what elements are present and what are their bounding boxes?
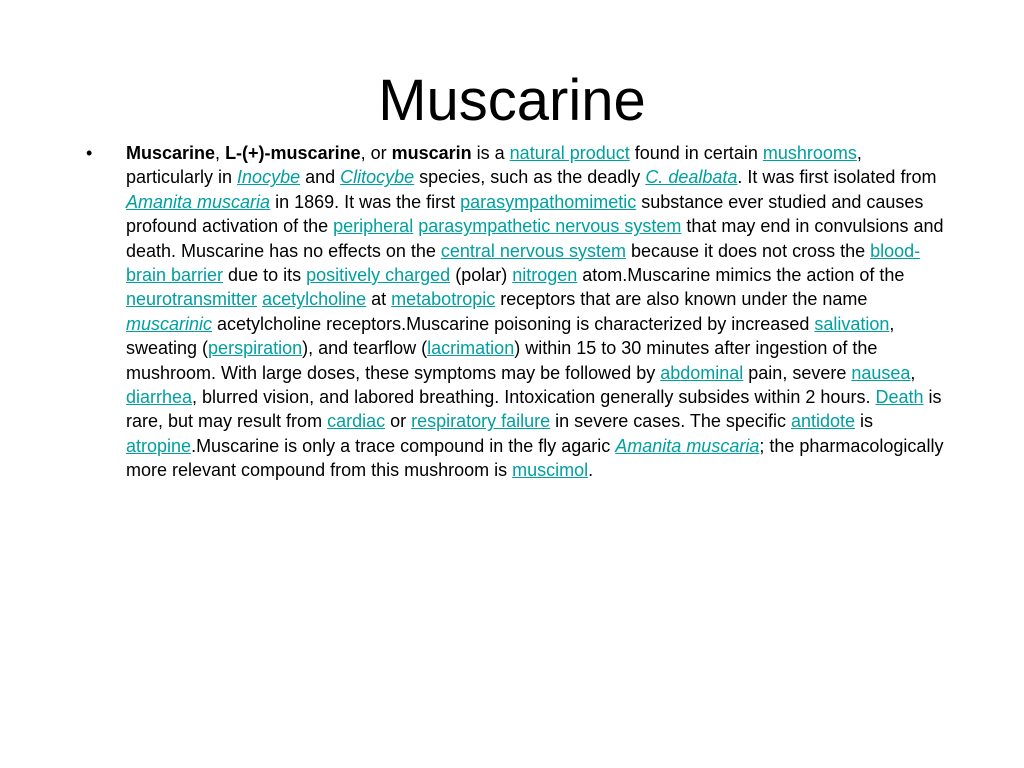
text-run: due to its — [223, 265, 307, 286]
bullet-marker: • — [86, 143, 93, 163]
link-amanita-muscaria[interactable]: Amanita muscaria — [126, 191, 271, 212]
link-lacrimation[interactable]: lacrimation — [427, 338, 515, 359]
link-nausea[interactable]: nausea — [851, 362, 911, 383]
text-run: .Muscarine is only a trace compound in the fly agaric — [191, 435, 616, 456]
link-salivation[interactable]: salivation — [814, 313, 890, 334]
text-run: and — [300, 167, 341, 188]
link-cardiac[interactable]: cardiac — [327, 411, 386, 432]
link-atropine[interactable]: atropine — [126, 435, 192, 456]
link-acetylcholine[interactable]: acetylcholine — [262, 289, 367, 310]
text-run: is rare, but may result from — [126, 387, 942, 432]
link-c-dealbata[interactable]: C. dealbata — [645, 167, 738, 188]
link-parasympathetic-nervous-system[interactable]: parasympathetic nervous system — [418, 216, 682, 237]
text-run: pain, severe — [743, 362, 852, 383]
text-run: , — [910, 362, 916, 383]
bullet-item — [86, 141, 946, 483]
link-parasympathomimetic[interactable]: parasympathomimetic — [460, 191, 637, 212]
text-run: substance ever studied and causes profound activation of the — [126, 191, 924, 237]
text-run: (polar) — [450, 265, 513, 286]
bold-term: Muscarine — [126, 143, 216, 163]
link-metabotropic[interactable]: metabotropic — [391, 289, 496, 310]
link-muscarinic[interactable]: muscarinic — [126, 313, 213, 334]
link-antidote[interactable]: antidote — [790, 411, 856, 432]
text-run: or — [385, 411, 412, 432]
link-positively-charged[interactable]: positively charged — [306, 265, 451, 286]
bold-term: muscarin — [391, 143, 472, 163]
text-run: ) within 15 to 30 minutes after ingestion of the mushroom. With large doses, these symptoms may be followed by — [126, 338, 878, 383]
link-blood-brain-barrier[interactable]: blood-brain barrier — [126, 240, 921, 286]
text-run: in 1869. It was the first — [270, 191, 461, 212]
link-mushrooms[interactable]: mushrooms — [762, 143, 857, 163]
text-run: , sweating ( — [126, 313, 895, 359]
text-run: , particularly in — [126, 143, 862, 188]
link-death[interactable]: Death — [875, 387, 924, 408]
link-respiratory-failure[interactable]: respiratory failure — [411, 411, 551, 432]
link-natural-product[interactable]: natural product — [509, 143, 630, 163]
text-run: species, such as the deadly — [414, 167, 646, 188]
text-run: receptors that are also known under the name — [495, 289, 868, 310]
link-nitrogen[interactable]: nitrogen — [512, 265, 578, 286]
link-peripheral[interactable]: peripheral — [333, 216, 414, 237]
text-run: , blurred vision, and labored breathing. Intoxication generally subsides within 2 hours. — [192, 387, 876, 408]
text-run: ; the pharmacologically more relevant compound from this mushroom is — [126, 435, 944, 481]
text-run: acetylcholine receptors.Muscarine poisoning is characterized by increased — [212, 313, 815, 334]
link-neurotransmitter[interactable]: neurotransmitter — [126, 289, 258, 310]
link-clitocybe[interactable]: Clitocybe — [340, 167, 415, 188]
slide-title: Muscarine — [378, 67, 646, 133]
link-inocybe[interactable]: Inocybe — [237, 167, 301, 188]
text-run: in severe cases. The specific — [550, 411, 791, 432]
text-run: . It was first isolated from — [737, 167, 937, 188]
link-amanita-muscaria[interactable]: Amanita muscaria — [615, 435, 760, 456]
text-run: , or — [360, 143, 392, 163]
bullet-paragraph — [126, 141, 946, 483]
text-run: is a — [471, 143, 510, 163]
link-perspiration[interactable]: perspiration — [208, 338, 303, 359]
text-run: . — [588, 460, 594, 481]
bold-term: L-(+)-muscarine — [225, 143, 361, 163]
text-run: at — [366, 289, 392, 310]
link-central-nervous-system[interactable]: central nervous system — [440, 240, 626, 261]
link-abdominal[interactable]: abdominal — [660, 362, 744, 383]
text-run: atom.Muscarine mimics the action of the — [577, 265, 905, 286]
text-run: because it does not cross the — [625, 240, 871, 261]
text-run: , — [215, 143, 226, 163]
link-diarrhea[interactable]: diarrhea — [126, 387, 193, 408]
text-run: ), and tearflow ( — [302, 338, 428, 359]
text-run: is — [855, 411, 874, 432]
text-run: that may end in convulsions and death. Muscarine has no effects on the — [126, 216, 944, 261]
text-run: found in certain — [629, 143, 763, 163]
link-muscimol[interactable]: muscimol — [512, 460, 589, 481]
